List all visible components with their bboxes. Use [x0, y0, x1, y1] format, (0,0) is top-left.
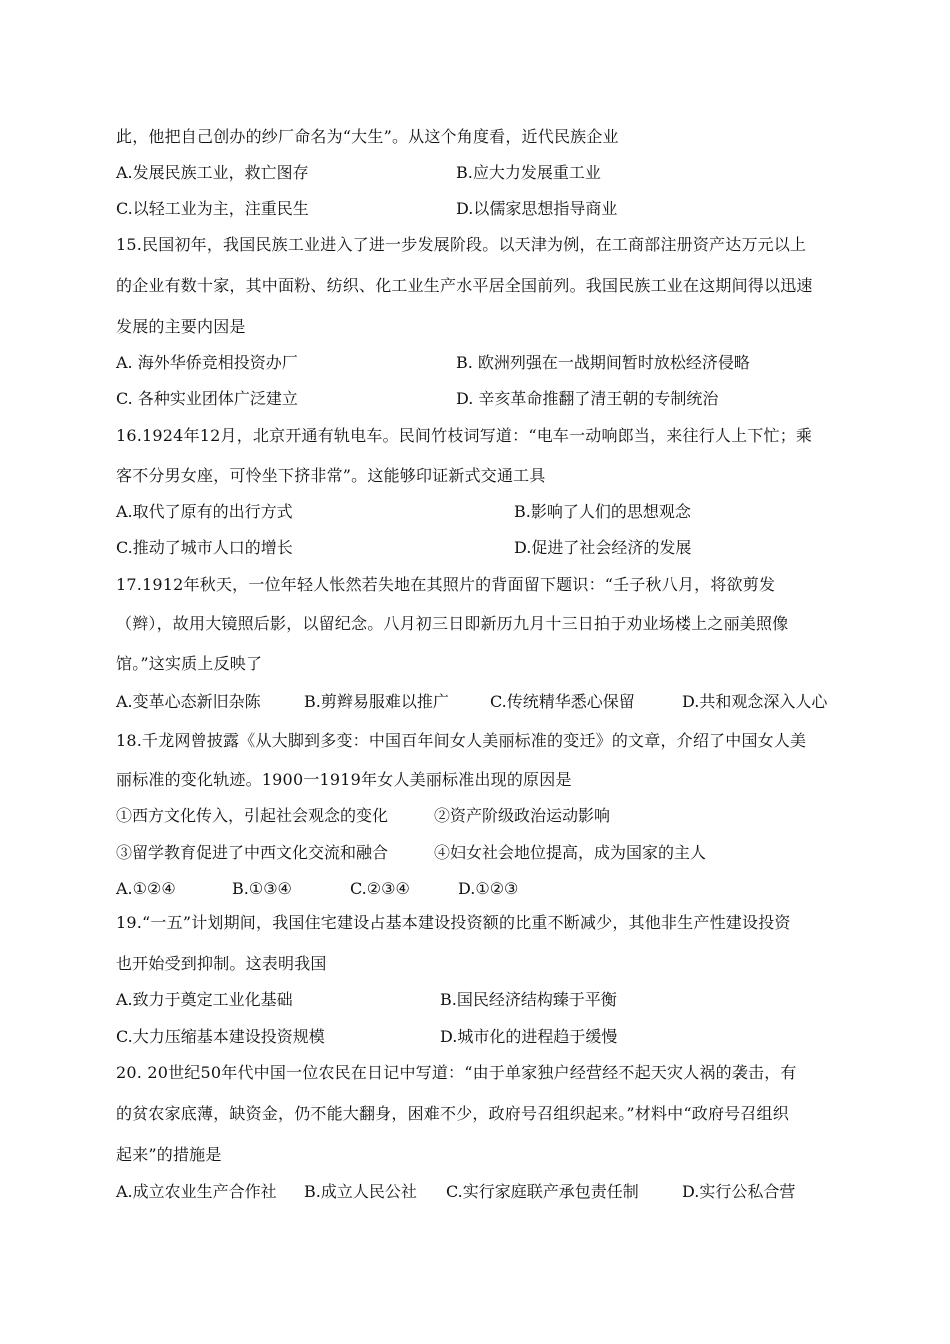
q16-option-b: B.影响了人们的思想观念 [514, 502, 691, 521]
q15-option-b: B. 欧洲列强在一战期间暂时放松经济侵略 [456, 353, 750, 372]
q18-stem-line: 18.千龙网曾披露《从大脚到多变：中国百年间女人美丽标准的变迁》的文章，介绍了中国女人美 [116, 731, 807, 750]
q19-option-c: C.大力压缩基本建设投资规模 [116, 1027, 325, 1046]
q14-stem-line: 此，他把自己创办的纱厂命名为“大生”。从这个角度看，近代民族企业 [116, 127, 619, 146]
q19-stem-line: 也开始受到抑制。这表明我国 [116, 954, 327, 973]
q19-stem-line: 19.“一五”计划期间，我国住宅建设占基本建设投资额的比重不断减少，其他非生产性建设投资 [116, 913, 791, 932]
q18-item-3: ③留学教育促进了中西文化交流和融合 [116, 843, 389, 862]
q20-option-c: C.实行家庭联产承包责任制 [446, 1182, 639, 1201]
q17-option-d: D.共和观念深入人心 [682, 692, 828, 711]
q18-option-b: B.①③④ [232, 879, 292, 898]
q20-stem-line: 的贫农家底薄，缺资金，仍不能大翻身，困难不少，政府号召组织起来。”材料中“政府号召组织 [116, 1104, 789, 1123]
q18-option-a: A.①②④ [116, 879, 176, 898]
q16-option-d: D.促进了社会经济的发展 [514, 538, 692, 557]
q18-item-2: ②资产阶级政治运动影响 [434, 806, 611, 825]
q20-option-b: B.成立人民公社 [304, 1182, 417, 1201]
q14-option-d: D.以儒家思想指导商业 [456, 199, 618, 218]
q14-option-a: A.发展民族工业，救亡图存 [116, 163, 309, 182]
q18-item-4: ④妇女社会地位提高，成为国家的主人 [434, 843, 707, 862]
q19-option-b: B.国民经济结构臻于平衡 [440, 990, 617, 1009]
q18-option-d: D.①②③ [458, 879, 519, 898]
q20-stem-line: 起来”的措施是 [116, 1145, 222, 1164]
q17-stem-line: 馆。”这实质上反映了 [116, 654, 263, 673]
q18-item-1: ①西方文化传入，引起社会观念的变化 [116, 806, 389, 825]
q14-option-b: B.应大力发展重工业 [456, 163, 601, 182]
q19-option-d: D.城市化的进程趋于缓慢 [440, 1027, 618, 1046]
q15-option-c: C. 各种实业团体广泛建立 [116, 389, 298, 408]
q16-option-c: C.推动了城市人口的增长 [116, 538, 293, 557]
q17-option-a: A.变革心态新旧杂陈 [116, 692, 261, 711]
q20-option-d: D.实行公私合营 [682, 1182, 796, 1201]
q18-stem-line: 丽标准的变化轨迹。1900一1919年女人美丽标准出现的原因是 [116, 770, 572, 789]
q17-option-c: C.传统精华悉心保留 [490, 692, 635, 711]
q19-option-a: A.致力于奠定工业化基础 [116, 990, 293, 1009]
q16-stem-line: 客不分男女座，可怜坐下挤非常”。这能够印证新式交通工具 [116, 466, 546, 485]
q15-stem-line: 的企业有数十家，其中面粉、纺织、化工业生产水平居全国前列。我国民族工业在这期间得以迅速 [116, 276, 813, 295]
q15-stem-line: 15.民国初年，我国民族工业进入了进一步发展阶段。以天津为例，在工商部注册资产达万元以上 [116, 235, 807, 254]
q17-option-b: B.剪辫易服难以推广 [304, 692, 449, 711]
q20-option-a: A.成立农业生产合作社 [116, 1182, 277, 1201]
q16-stem-line: 16.1924年12月，北京开通有轨电车。民间竹枝词写道：“电车一动响郎当，来往行人上下忙；乘 [116, 426, 813, 445]
q15-option-d: D. 辛亥革命推翻了清王朝的专制统治 [456, 389, 719, 408]
q17-stem-line: 17.1912年秋天，一位年轻人怅然若失地在其照片的背面留下题识：“壬子秋八月，将欲剪发 [116, 575, 776, 594]
q17-stem-line: （辫），故用大镜照后影，以留纪念。八月初三日即新历九月十三日拍于劝业场楼上之丽美照像 [116, 614, 789, 633]
q15-stem-line: 发展的主要内因是 [116, 317, 246, 336]
q18-option-c: C.②③④ [350, 879, 410, 898]
q20-stem-line: 20. 20世纪50年代中国一位农民在日记中写道：“由于单家独户经营经不起天灾人祸的袭击，有 [116, 1063, 797, 1082]
q15-option-a: A. 海外华侨竞相投资办厂 [116, 353, 298, 372]
q14-option-c: C.以轻工业为主，注重民生 [116, 199, 309, 218]
q16-option-a: A.取代了原有的出行方式 [116, 502, 293, 521]
